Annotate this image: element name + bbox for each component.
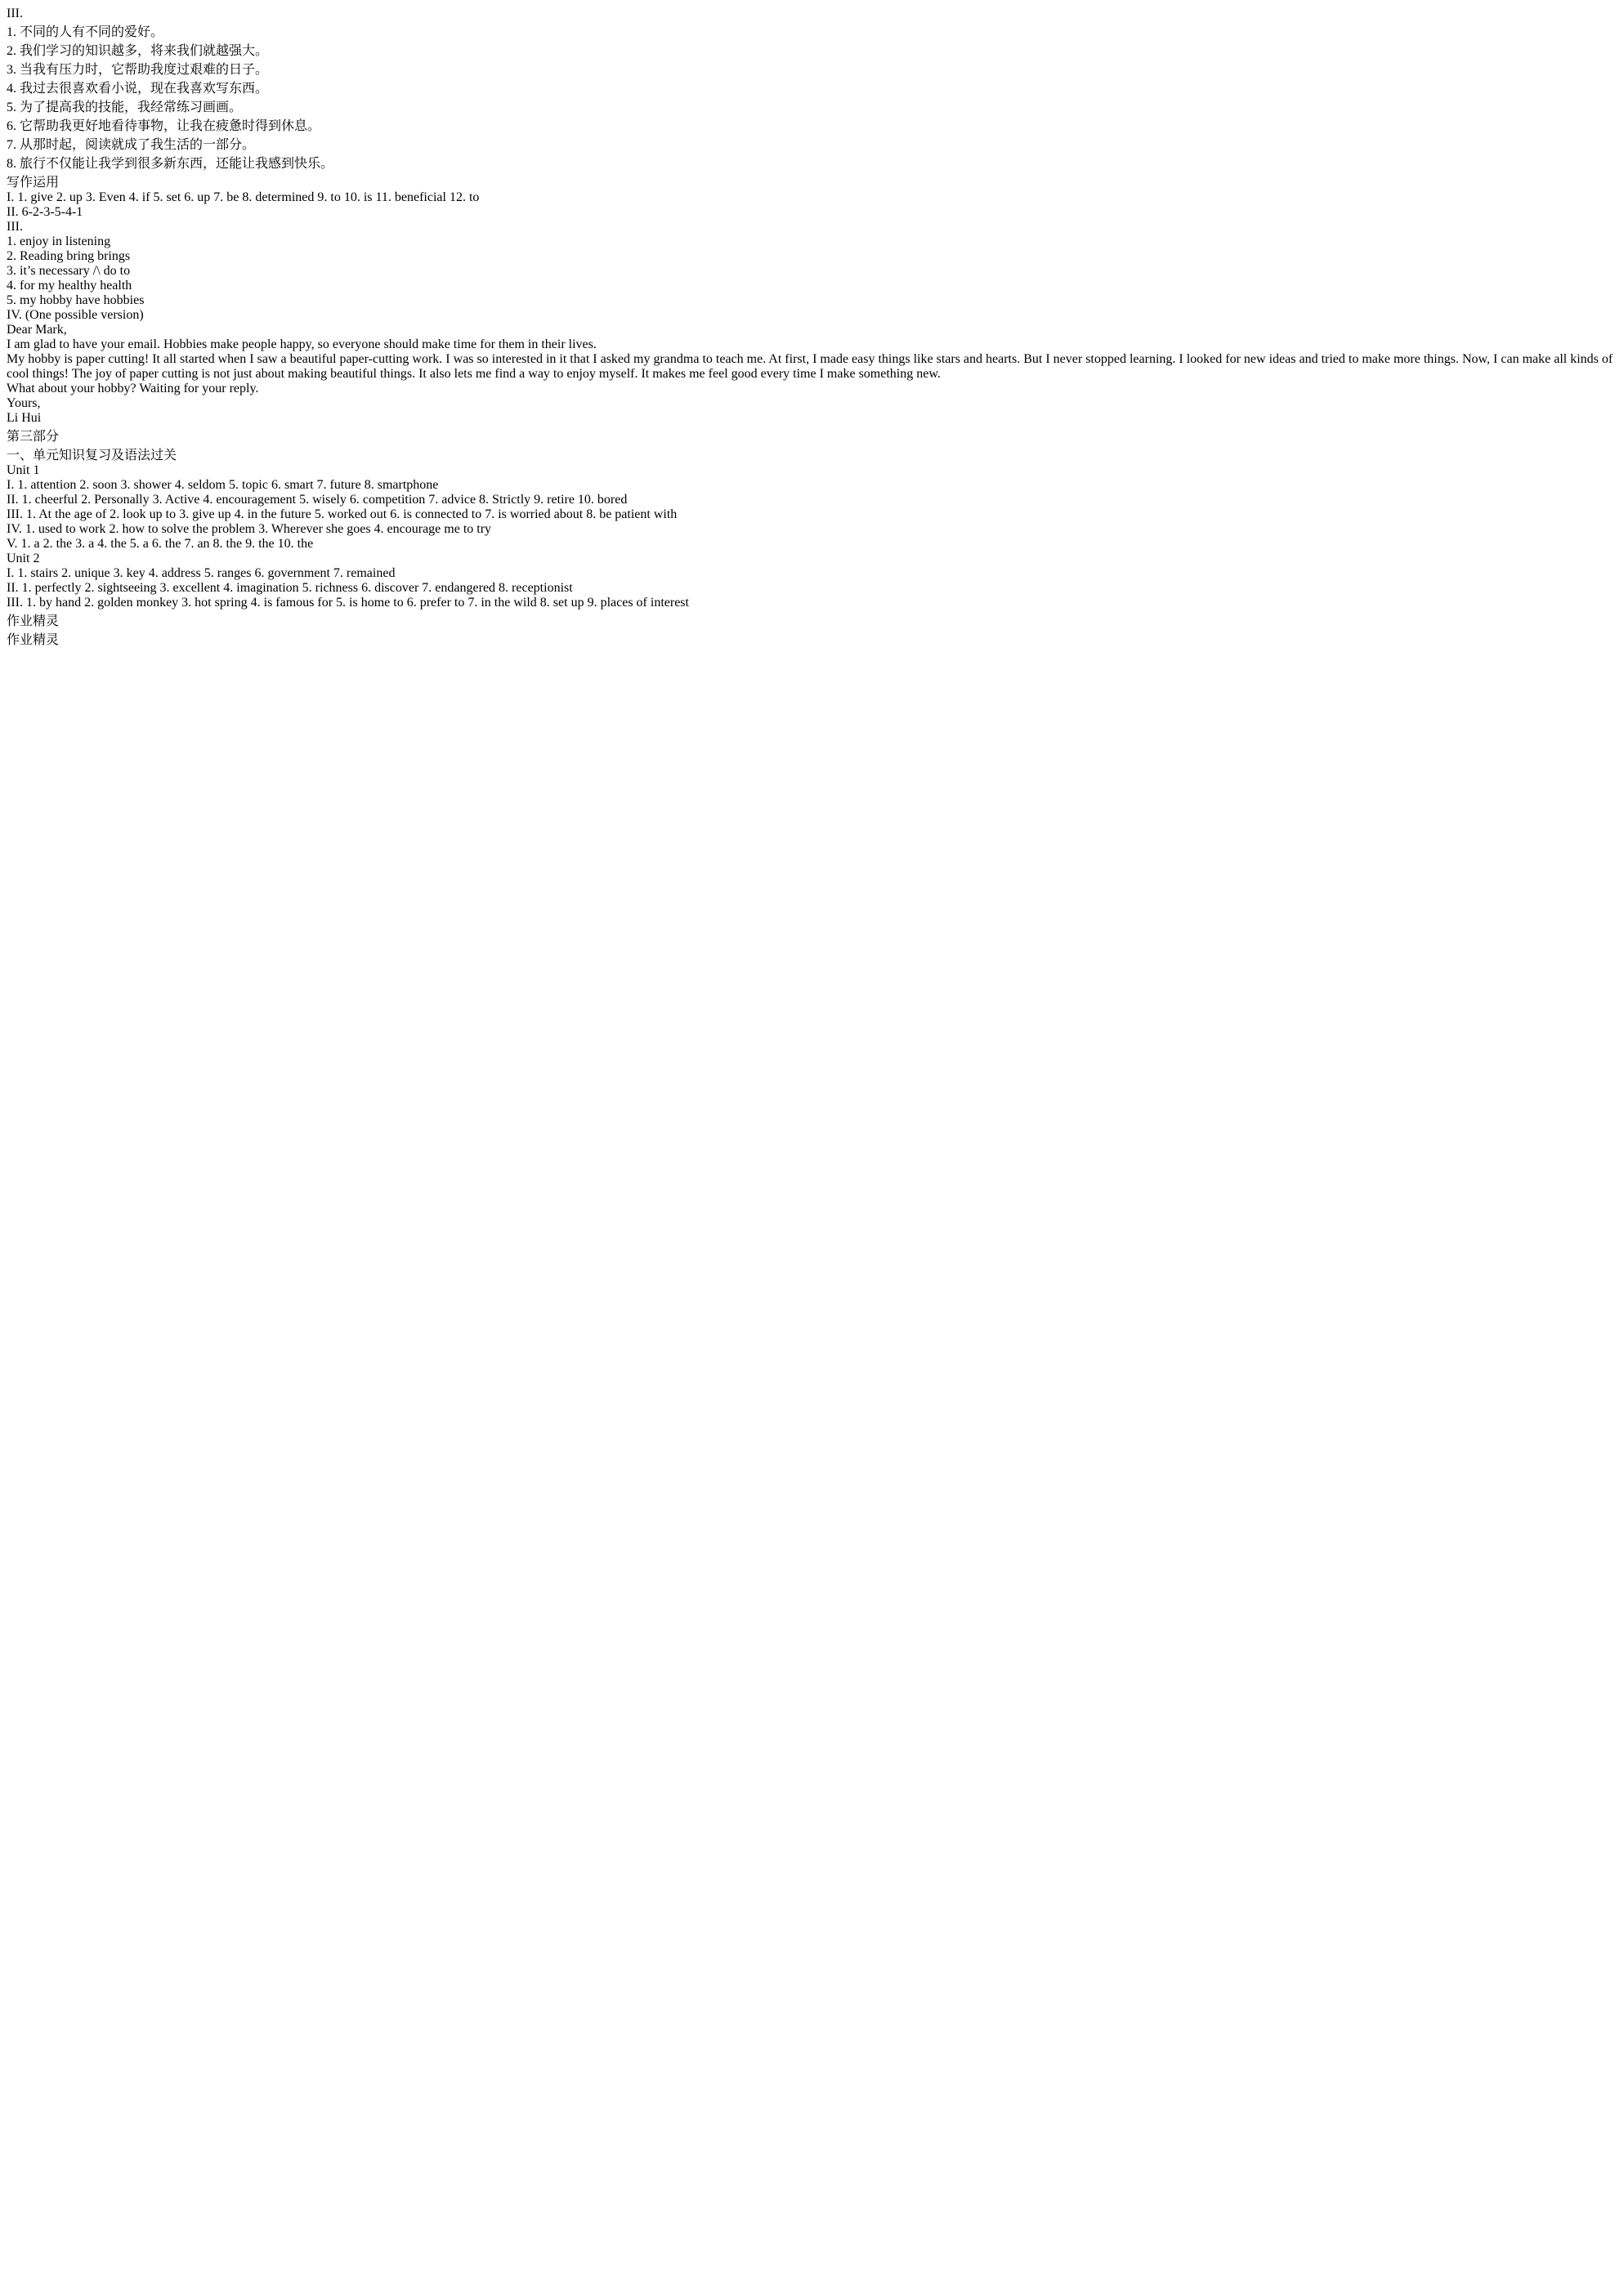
unit-1-line-3: III. 1. At the age of 2. look up to 3. give up 4. in the future 5. worked out 6. is connected to 7. is worried about 8. be patient with [7, 507, 678, 521]
part-three-header-bar [7, 426, 1617, 444]
writing-q4-heading: IV. (One possible version) [7, 308, 144, 322]
unit-2-line-1: I. 1. stairs 2. unique 3. key 4. address 5. ranges 6. government 7. remained [7, 566, 396, 580]
writing-section-title: 写作运用 [7, 176, 60, 190]
translation-item-5: 5. 为了提高我的技能，我经常练习画画。 [7, 101, 243, 114]
letter-closing-text: What about your hobby? Waiting for your reply. [7, 382, 259, 395]
unit-2-line-3: III. 1. by hand 2. golden monkey 3. hot spring 4. is famous for 5. is home to 6. prefer to 7. in the wild 8. set up 9. places of interest [7, 596, 689, 610]
unit-1-line-2: II. 1. cheerful 2. Personally 3. Active 4. encouragement 5. wisely 6. competition 7. advice 8. Strictly 9. retire 10. bored [7, 493, 628, 507]
writing-q1-answers: I. 1. give 2. up 3. Even 4. if 5. set 6. up 7. be 8. determined 9. to 10. is 11. beneficial 12. to [7, 190, 480, 204]
unit-1-line-4: IV. 1. used to work 2. how to solve the problem 3. Wherever she goes 4. encourage me to try [7, 522, 492, 536]
letter-body-paragraph: My hobby is paper cutting! It all started when I saw a beautiful paper-cutting work. I was so interested in it that I asked my grandma to teach me. At first, I made easy things like stars and hearts. But I never stopped learning. I looked for new ideas and tried to make more things. Now, I can make all kinds of cool things! The joy of paper cutting is not just about making beautiful things. It also lets me find a way to enjoy myself. It makes me feel good every time I make something new. [7, 352, 1613, 381]
translation-item-4: 4. 我过去很喜欢看小说，现在我喜欢写东西。 [7, 82, 269, 96]
letter-opening-underlined: I am glad to have your email. [7, 337, 160, 351]
unit-1-line-1: I. 1. attention 2. soon 3. shower 4. seldom 5. topic 6. smart 7. future 8. smartphone [7, 478, 439, 492]
part-three-subtitle: 一、单元知识复习及语法过关 [7, 449, 177, 462]
part-three-title: 第三部分 [7, 430, 60, 444]
unit-2-line-2: II. 1. perfectly 2. sightseeing 3. excellent 4. imagination 5. richness 6. discover 7. endangered 8. receptionist [7, 581, 573, 595]
translation-item-3: 3. 当我有压力时，它帮助我度过艰难的日子。 [7, 63, 269, 77]
letter-signature-name: Li Hui [7, 411, 42, 425]
letter-opening-rest: Hobbies make people happy, so everyone should make time for them in their lives. [159, 337, 597, 351]
letter-salutation-text: Dear Mark, [7, 323, 67, 337]
watermark-overlay-small: 作业精灵 [7, 614, 60, 628]
answer-key-page [7, 7, 1617, 648]
translation-heading: III. [7, 7, 23, 20]
letter-signoff-text: Yours, [7, 396, 41, 410]
writing-q2-answers: II. 6-2-3-5-4-1 [7, 205, 83, 219]
letter-signature [7, 411, 1617, 426]
watermark-bottom: 作业精灵 [7, 633, 60, 647]
writing-q3-item-5: 5. my hobby have hobbies [7, 293, 145, 307]
writing-q3-item-3: 3. it’s necessary /\ do to [7, 264, 131, 278]
writing-q3-heading: III. [7, 220, 23, 234]
translation-item-6: 6. 它帮助我更好地看待事物，让我在疲惫时得到休息。 [7, 119, 321, 133]
unit-1-header-bar [7, 463, 1617, 478]
writing-q3-item-1: 1. enjoy in listening [7, 235, 111, 248]
translation-item-1: 1. 不同的人有不同的爱好。 [7, 25, 164, 39]
unit-2-header-bar [7, 552, 1617, 566]
unit-2-label: Unit 2 [7, 552, 40, 565]
page-content [7, 7, 1617, 610]
unit-1-line-5: V. 1. a 2. the 3. a 4. the 5. a 6. the 7. an 8. the 9. the 10. the [7, 537, 314, 551]
translation-item-2: 2. 我们学习的知识越多，将来我们就越强大。 [7, 44, 269, 58]
letter-opening-paragraph [7, 337, 1617, 352]
writing-q3-item-2: 2. Reading bring brings [7, 249, 131, 263]
translation-item-7: 7. 从那时起，阅读就成了我生活的一部分。 [7, 138, 256, 152]
letter-signoff [7, 396, 1617, 411]
unit-1-label: Unit 1 [7, 463, 40, 477]
writing-q3-item-4: 4. for my healthy health [7, 279, 132, 293]
letter-closing-paragraph [7, 382, 1617, 396]
translation-item-8: 8. 旅行不仅能让我学到很多新东西，还能让我感到快乐。 [7, 157, 334, 171]
letter-salutation [7, 323, 1617, 337]
